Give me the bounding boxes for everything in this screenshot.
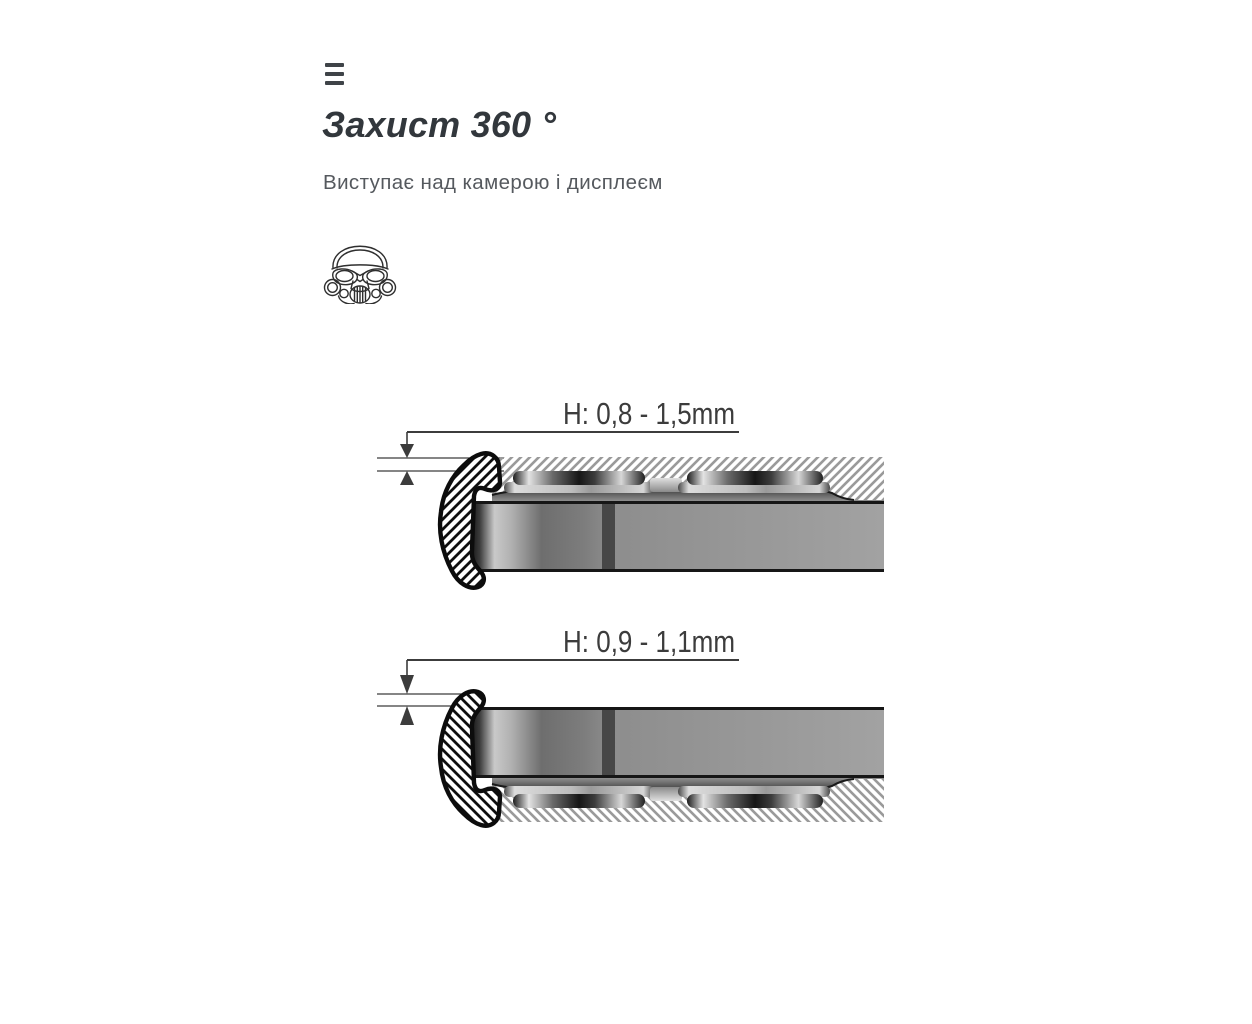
phone-edge-graphic	[440, 453, 884, 587]
hamburger-bar	[325, 72, 344, 76]
page-title: Захист 360 °	[322, 104, 557, 145]
stormtrooper-helmet-icon	[323, 226, 397, 304]
page-subtitle: Виступає над камерою і дисплеєм	[323, 171, 663, 194]
diagram-display-protrusion	[374, 598, 886, 838]
hamburger-bar	[325, 81, 344, 85]
phone-edge-graphic-flipped	[440, 691, 884, 825]
dimension-label-display: H: 0,9 - 1,1mm	[563, 624, 735, 659]
dimension-label-camera: H: 0,8 - 1,5mm	[563, 396, 735, 431]
hamburger-bar	[325, 63, 344, 67]
diagram-camera-protrusion	[374, 388, 886, 600]
hamburger-menu-icon[interactable]	[325, 63, 345, 85]
